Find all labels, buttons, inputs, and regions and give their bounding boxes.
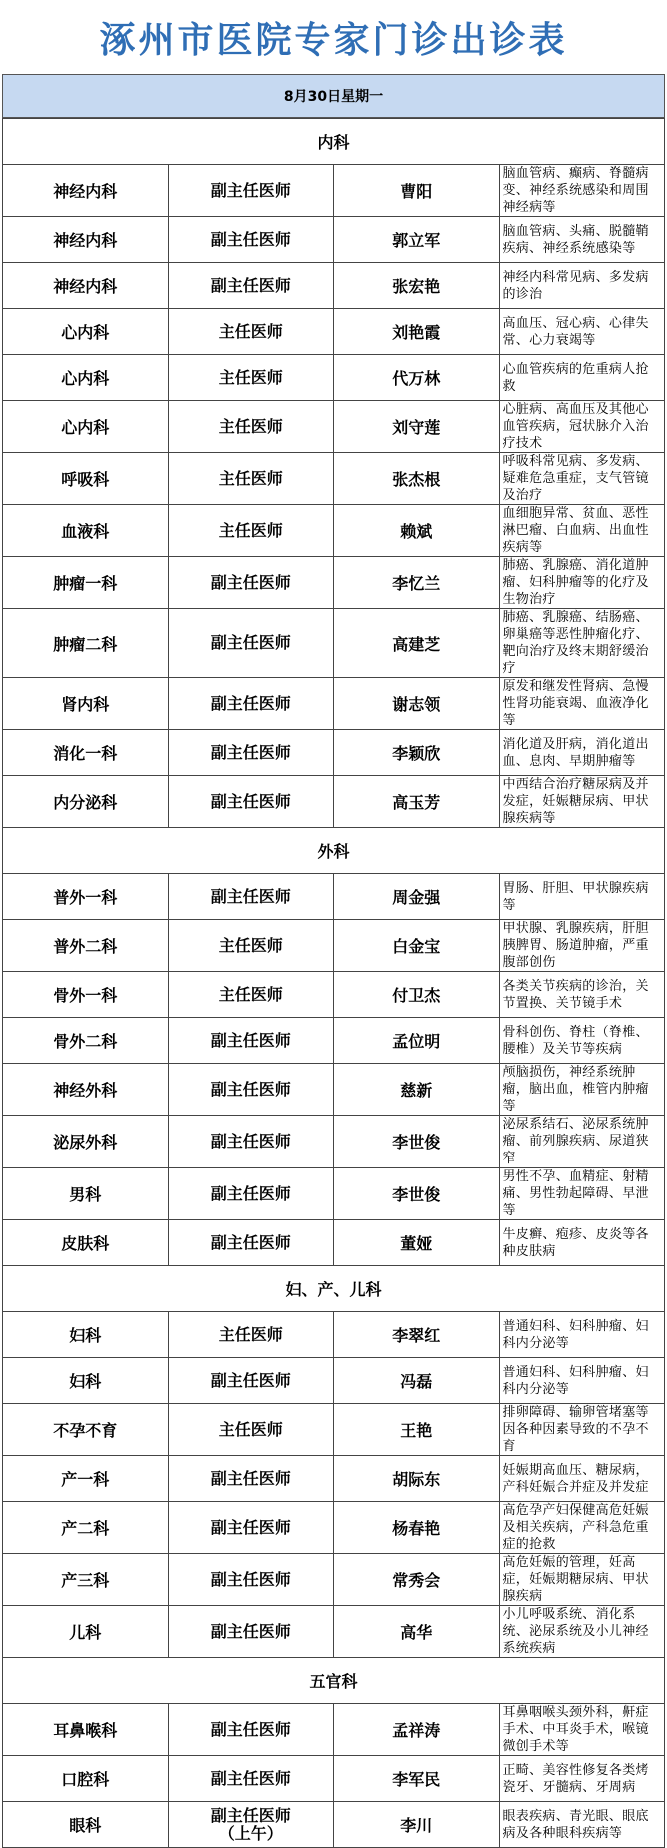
department-cell: 口腔科 [3,1756,169,1802]
specialty-cell: 正畸、美容性修复各类烤瓷牙、牙髓病、牙周病 [499,1756,665,1802]
title-cell [168,1802,334,1848]
doctor-cell: 高华 [334,1606,500,1658]
table-row [3,1220,665,1266]
department-cell: 泌尿外科 [3,1116,169,1168]
department-cell: 儿科 [3,1606,169,1658]
title-cell: 主任医师 [168,401,334,453]
specialty-cell: 男性不孕、血精症、射精痛、男性勃起障碍、早泄等 [499,1168,665,1220]
table-row [3,355,665,401]
title-cell: 副主任医师 [168,776,334,828]
specialty-cell: 胃肠、肝胆、甲状腺疾病等 [499,874,665,920]
specialty-cell: 中西结合治疗糖尿病及并发症，妊娠糖尿病、甲状腺疾病等 [499,776,665,828]
section-header: 外科 [3,828,665,874]
table-row [3,1168,665,1220]
doctor-cell: 周金强 [334,874,500,920]
title-cell: 副主任医师 [168,165,334,217]
doctor-cell: 胡际东 [334,1456,500,1502]
title-cell: 主任医师 [168,505,334,557]
table-row [3,874,665,920]
title-cell: 副主任医师 [168,217,334,263]
department-cell: 心内科 [3,401,169,453]
specialty-cell: 泌尿系结石、泌尿系统肿瘤、前列腺疾病、尿道狭窄 [499,1116,665,1168]
specialty-cell: 高血压、冠心病、心律失常、心力衰竭等 [499,309,665,355]
title-cell: 副主任医师 [168,609,334,678]
schedule-body [3,119,665,1848]
doctor-cell: 李川 [334,1802,500,1848]
section-row [3,119,665,165]
department-cell: 普外一科 [3,874,169,920]
department-cell: 神经外科 [3,1064,169,1116]
table-row [3,1404,665,1456]
table-row [3,1756,665,1802]
title-cell: 副主任医师 [168,1220,334,1266]
doctor-cell: 常秀会 [334,1554,500,1606]
title-cell: 主任医师 [168,355,334,401]
specialty-cell: 排卵障碍、输卵管堵塞等因各种因素导致的不孕不育 [499,1404,665,1456]
specialty-cell: 眼表疾病、青光眼、眼底病及各种眼科疾病等 [499,1802,665,1848]
department-cell: 皮肤科 [3,1220,169,1266]
doctor-cell: 李翠红 [334,1312,500,1358]
title-cell: 副主任医师 [168,874,334,920]
department-cell: 消化一科 [3,730,169,776]
section-row [3,828,665,874]
specialty-cell: 呼吸科常见病、多发病、疑难危急重症，支气管镜及治疗 [499,453,665,505]
department-cell: 骨外一科 [3,972,169,1018]
table-row [3,1116,665,1168]
specialty-cell: 妊娠期高血压、糖尿病，产科妊娠合并症及并发症 [499,1456,665,1502]
specialty-cell: 耳鼻咽喉头颈外科，鼾症手术、中耳炎手术，喉镜微创手术等 [499,1704,665,1756]
specialty-cell: 小儿呼吸系统、消化系统、泌尿系统及小儿神经系统疾病 [499,1606,665,1658]
title-cell: 副主任医师 [168,1502,334,1554]
title-cell: 副主任医师 [168,678,334,730]
table-row [3,1064,665,1116]
department-cell: 产二科 [3,1502,169,1554]
title-cell: 副主任医师 [168,1756,334,1802]
department-cell: 妇科 [3,1358,169,1404]
specialty-cell: 肺癌、乳腺癌、结肠癌、卵巢癌等恶性肿瘤化疗、靶向治疗及终末期舒缓治疗 [499,609,665,678]
date-banner: 8月30日星期一 [2,74,665,118]
title-cell: 主任医师 [168,309,334,355]
table-row [3,920,665,972]
doctor-cell: 张杰根 [334,453,500,505]
department-cell: 产三科 [3,1554,169,1606]
title-cell: 副主任医师 [168,1606,334,1658]
doctor-cell: 谢志领 [334,678,500,730]
specialty-cell: 普通妇科、妇科肿瘤、妇科内分泌等 [499,1358,665,1404]
table-row [3,263,665,309]
table-row [3,165,665,217]
specialty-cell: 各类关节疾病的诊治，关节置换、关节镜手术 [499,972,665,1018]
doctor-cell: 刘艳霞 [334,309,500,355]
specialty-cell: 脑血管病、癫病、脊髓病变、神经系统感染和周围神经病等 [499,165,665,217]
specialty-cell: 原发和继发性肾病、急慢性肾功能衰竭、血液净化等 [499,678,665,730]
table-row [3,1704,665,1756]
section-header: 妇、产、儿科 [3,1266,665,1312]
table-row [3,1606,665,1658]
specialty-cell: 骨科创伤、脊柱（脊椎、腰椎）及关节等疾病 [499,1018,665,1064]
title-cell: 副主任医师 [168,1358,334,1404]
table-row [3,505,665,557]
department-cell: 产一科 [3,1456,169,1502]
doctor-cell: 白金宝 [334,920,500,972]
title-cell: 主任医师 [168,972,334,1018]
doctor-cell: 付卫杰 [334,972,500,1018]
section-header: 五官科 [3,1658,665,1704]
doctor-cell: 刘守莲 [334,401,500,453]
title-cell: 副主任医师 [168,557,334,609]
specialty-cell: 血细胞异常、贫血、恶性淋巴瘤、白血病、出血性疾病等 [499,505,665,557]
department-cell: 心内科 [3,355,169,401]
title-cell: 副主任医师 [168,1116,334,1168]
title-cell: 副主任医师 [168,1018,334,1064]
doctor-cell: 郭立军 [334,217,500,263]
title-note: （上午） [218,1823,283,1843]
department-cell: 血液科 [3,505,169,557]
table-row [3,453,665,505]
department-cell: 肿瘤二科 [3,609,169,678]
doctor-cell: 孟祥涛 [334,1704,500,1756]
doctor-cell: 高建芝 [334,609,500,678]
specialty-cell: 脑血管病、头痛、脱髓鞘疾病、神经系统感染等 [499,217,665,263]
table-row [3,1456,665,1502]
department-cell: 神经内科 [3,263,169,309]
doctor-cell: 李世俊 [334,1116,500,1168]
department-cell: 呼吸科 [3,453,169,505]
doctor-cell: 慈新 [334,1064,500,1116]
table-row [3,217,665,263]
doctor-cell: 冯磊 [334,1358,500,1404]
doctor-cell: 赖斌 [334,505,500,557]
title-cell: 副主任医师 [168,1064,334,1116]
specialty-cell: 消化道及肝病，消化道出血、息肉、早期肿瘤等 [499,730,665,776]
department-cell: 不孕不育 [3,1404,169,1456]
specialty-cell: 牛皮癣、疱疹、皮炎等各种皮肤病 [499,1220,665,1266]
department-cell: 骨外二科 [3,1018,169,1064]
section-header: 内科 [3,119,665,165]
specialty-cell: 甲状腺、乳腺疾病，肝胆胰脾胃、肠道肿瘤，严重腹部创伤 [499,920,665,972]
doctor-cell: 曹阳 [334,165,500,217]
table-row [3,1802,665,1848]
specialty-cell: 高危孕产妇保健高危妊娠及相关疾病，产科急危重症的抢救 [499,1502,665,1554]
table-row [3,776,665,828]
doctor-cell: 王艳 [334,1404,500,1456]
specialty-cell: 神经内科常见病、多发病的诊治 [499,263,665,309]
title-cell: 副主任医师 [168,1554,334,1606]
department-cell: 肾内科 [3,678,169,730]
table-row [3,309,665,355]
department-cell: 神经内科 [3,165,169,217]
specialty-cell: 高危妊娠的管理，妊高症，妊娠期糖尿病、甲状腺疾病 [499,1554,665,1606]
department-cell: 神经内科 [3,217,169,263]
doctor-cell: 董娅 [334,1220,500,1266]
table-row [3,1312,665,1358]
title-cell: 副主任医师 [168,730,334,776]
title-cell: 副主任医师 [168,263,334,309]
table-row [3,1554,665,1606]
title-text: 副主任医师 [210,1805,291,1825]
department-cell: 普外二科 [3,920,169,972]
department-cell: 内分泌科 [3,776,169,828]
schedule-table [2,118,665,1848]
table-row [3,1358,665,1404]
department-cell: 肿瘤一科 [3,557,169,609]
title-cell: 副主任医师 [168,1456,334,1502]
section-row [3,1266,665,1312]
table-row [3,972,665,1018]
doctor-cell: 李忆兰 [334,557,500,609]
table-row [3,401,665,453]
doctor-cell: 李世俊 [334,1168,500,1220]
doctor-cell: 孟位明 [334,1018,500,1064]
title-cell: 副主任医师 [168,1704,334,1756]
doctor-cell: 李军民 [334,1756,500,1802]
department-cell: 耳鼻喉科 [3,1704,169,1756]
page-title: 涿州市医院专家门诊出诊表 [99,19,568,61]
table-row [3,678,665,730]
doctor-cell: 高玉芳 [334,776,500,828]
department-cell: 男科 [3,1168,169,1220]
title-cell: 主任医师 [168,453,334,505]
doctor-cell: 杨春艳 [334,1502,500,1554]
doctor-cell: 代万林 [334,355,500,401]
doctor-cell: 李颖欣 [334,730,500,776]
table-row [3,557,665,609]
table-row [3,609,665,678]
title-cell: 主任医师 [168,1312,334,1358]
title-cell: 主任医师 [168,920,334,972]
table-row [3,1018,665,1064]
specialty-cell: 肺癌、乳腺癌、消化道肿瘤、妇科肿瘤等的化疗及生物治疗 [499,557,665,609]
title-cell: 副主任医师 [168,1168,334,1220]
title-cell: 主任医师 [168,1404,334,1456]
specialty-cell: 普通妇科、妇科肿瘤、妇科内分泌等 [499,1312,665,1358]
table-row [3,730,665,776]
doctor-cell: 张宏艳 [334,263,500,309]
department-cell: 眼科 [3,1802,169,1848]
department-cell: 心内科 [3,309,169,355]
department-cell: 妇科 [3,1312,169,1358]
specialty-cell: 心血管疾病的危重病人抢救 [499,355,665,401]
section-row [3,1658,665,1704]
specialty-cell: 心脏病、高血压及其他心血管疾病，冠状脉介入治疗技术 [499,401,665,453]
table-row [3,1502,665,1554]
specialty-cell: 颅脑损伤，神经系统肿瘤，脑出血，椎管内肿瘤等 [499,1064,665,1116]
